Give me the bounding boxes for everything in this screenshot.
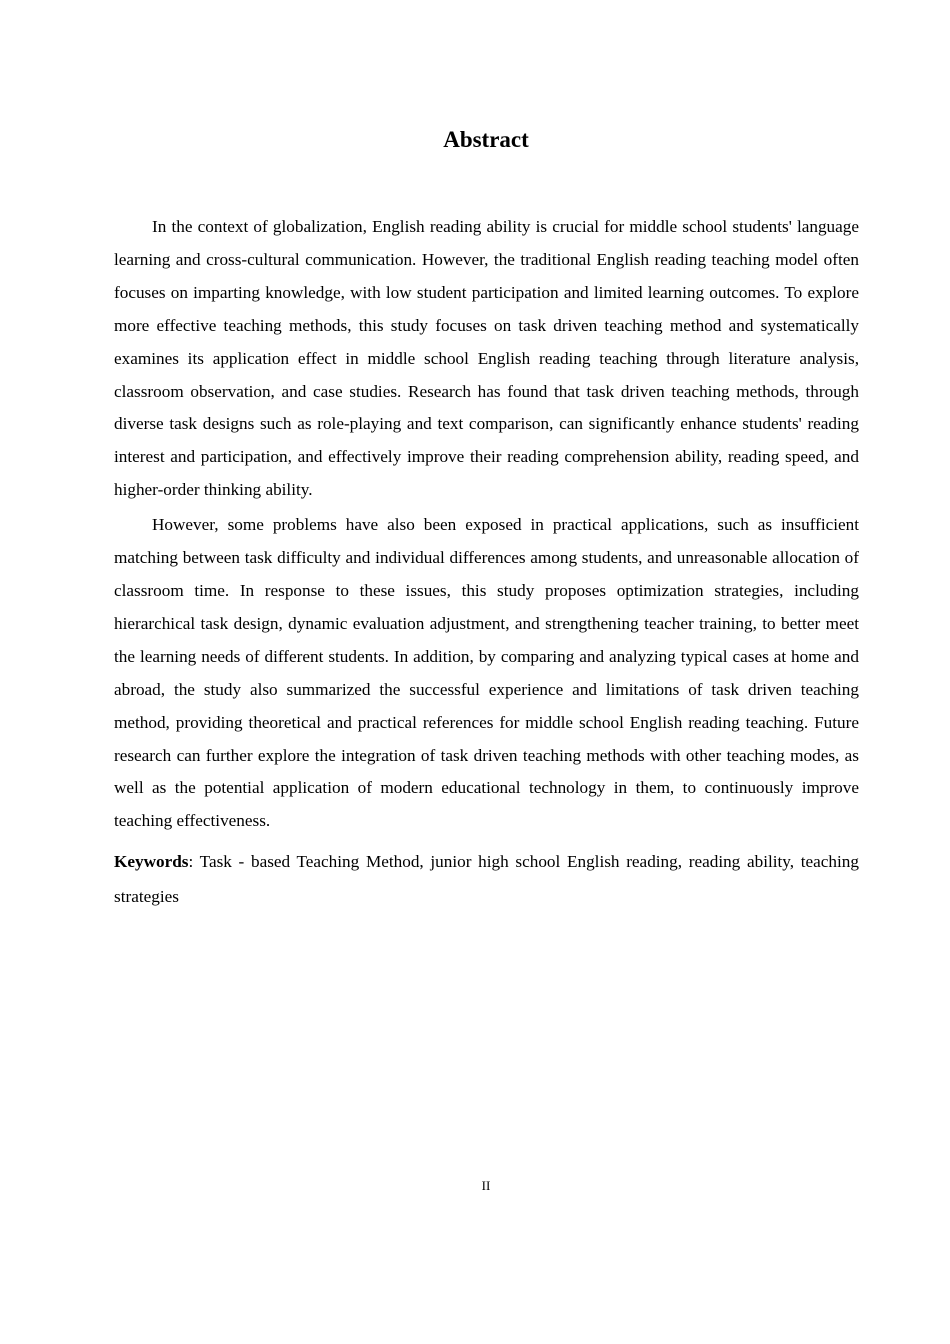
abstract-paragraph-2: However, some problems have also been exposed in practical applications, such as insufficient matching between task difficulty and individual differences among students, and unreasonable allocation of classroom time. In response to these issues, this study proposes optimization strategies, including hierarchical task design, dynamic evaluation adjustment, and strengthening teacher training, to better meet the learning needs of different students. In addition, by comparing and analyzing typical cases at home and abroad, the study also summarized the successful experience and limitations of task driven teaching method, providing theoretical and practical references for middle school English reading teaching. Future research can further explore the integration of task driven teaching methods with other teaching modes, as well as the potential application of modern educational technology in them, to continuously improve teaching effectiveness. — [114, 515, 859, 831]
keywords-line — [114, 844, 859, 914]
keywords-text: : Task - based Teaching Method, junior high school English reading, reading ability, teaching strategies — [114, 852, 859, 907]
page-number: II — [481, 1178, 491, 1193]
abstract-paragraph-1: In the context of globalization, English reading ability is crucial for middle school students' language learning and cross-cultural communication. However, the traditional English reading teaching model often focuses on imparting knowledge, with low student participation and limited learning outcomes. To explore more effective teaching methods, this study focuses on task driven teaching method and systematically examines its application effect in middle school English reading teaching through literature analysis, classroom observation, and case studies. Research has found that task driven teaching methods, through diverse task designs such as role-playing and text comparison, can significantly enhance students' reading interest and participation, and effectively improve their reading comprehension ability, reading speed, and higher-order thinking ability. — [114, 217, 859, 500]
abstract-body — [114, 211, 859, 914]
abstract-title: Abstract — [443, 127, 529, 152]
keywords-label: Keywords — [114, 852, 189, 872]
